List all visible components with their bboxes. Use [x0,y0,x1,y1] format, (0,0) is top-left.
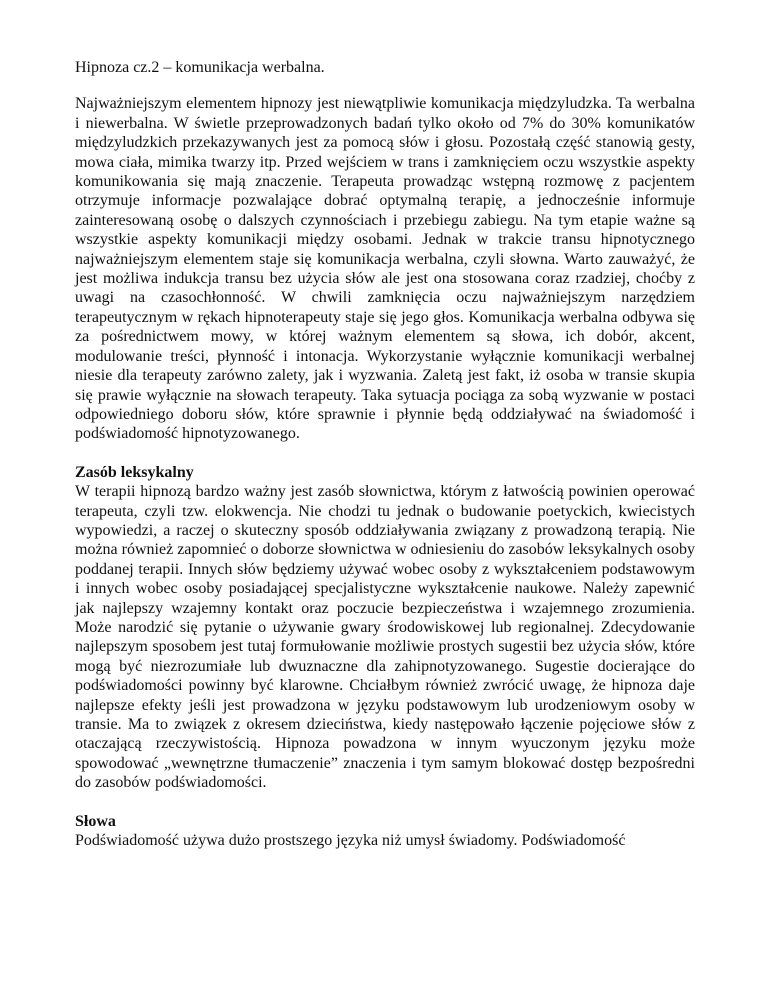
document-page [75,58,695,869]
section-body-lexical: W terapii hipnozą bardzo ważny jest zasób słownictwa, którym z łatwością powinien operować terapeuta, czyli tzw. elokwencja. Nie chodzi tu jednak o budowanie poetyckich, kwiecistych wypowiedzi, a raczej o skuteczny sposób oddziaływania związany z prowadzoną terapią. Nie można również zapomnieć o doborze słownictwa w odniesieniu do zasobów leksykalnych osoby poddanej terapii. Innych słów będziemy używać wobec osoby z wykształceniem podstawowym i innych wobec osoby posiadającej specjalistyczne wykształcenie naukowe. Należy zapewnić jak najlepszy wzajemny kontakt oraz poczucie bezpieczeństwa i wzajemnego zrozumienia. Może narodzić się pytanie o używanie gwary środowiskowej lub regionalnej. Zdecydowanie najlepszym sposobem jest tutaj formułowanie możliwie prostych sugestii bez użycia słów, które mogą być niezrozumiałe lub dwuznaczne dla zahipnotyzowanego. Sugestie docierające do podświadomości powinny być klarowne. Chciałbym również zwrócić uwagę, że hipnoza daje najlepsze efekty jeśli jest prowadzona w języku podstawowym lub urodzeniowym osoby w transie. Ma to związek z okresem dzieciństwa, kiedy następowało łączenie pojęciowe słów z otaczającą rzeczywistością. Hipnoza powadzona w innym wyuczonym języku może spowodować „wewnętrzne tłumaczenie” znaczenia i tym samym blokować dostęp bezpośredni do zasobów podświadomości. [75,483,695,792]
section-heading-words: Słowa [75,812,116,830]
section-heading-lexical: Zasób leksykalny [75,463,194,481]
intro-paragraph: Najważniejszym elementem hipnozy jest niewątpliwie komunikacja międzyludzka. Ta werbalna i niewerbalna. W świetle przeprowadzonych badań tylko około od 7% do 30% komunikatów międzyludzkich przekazywanych jest za pomocą słów i głosu. Pozostałą część stanowią gesty, mowa ciała, mimika twarzy itp. Przed wejściem w trans i zamknięciem oczu wszystkie aspekty komunikowania się mają znaczenie. Terapeuta prowadząc wstępną rozmowę z pacjentem otrzymuje informacje pozwalające dobrać optymalną terapię, a jednocześnie informuje zainteresowaną osobę o dalszych czynnościach i przebiegu zabiegu. Na tym etapie ważne są wszystkie aspekty komunikacji między osobami. Jednak w trakcie transu hipnotycznego najważniejszym elementem staje się komunikacja werbalna, czyli słowna. Warto zauważyć, że jest możliwa indukcja transu bez użycia słów ale jest ona stosowana coraz rzadziej, choćby z uwagi na czasochłonność. W chwili zamknięcia oczu najważniejszym narzędziem terapeutycznym w rękach hipnoterapeuty staje się jego głos. Komunikacja werbalna odbywa się za pośrednictwem mowy, w której ważnym elementem są słowa, ich dobór, akcent, modulowanie treści, płynność i intonacja. Wykorzystanie wyłącznie komunikacji werbalnej niesie dla terapeuty zarówno zalety, jak i wyzwania. Zaletą jest fakt, iż osoba w transie skupia się prawie wyłącznie na słowach terapeuty. Taka sytuacja pociąga za sobą wyzwanie w postaci odpowiedniego doboru słów, które sprawnie i płynnie będą oddziaływać na świadomość i podświadomość hipnotyzowanego. [75,95,695,443]
document-title: Hipnoza cz.2 – komunikacja werbalna. [75,59,325,76]
section-body-words: Podświadomość używa dużo prostszego języka niż umysł świadomy. Podświadomość [75,832,626,850]
